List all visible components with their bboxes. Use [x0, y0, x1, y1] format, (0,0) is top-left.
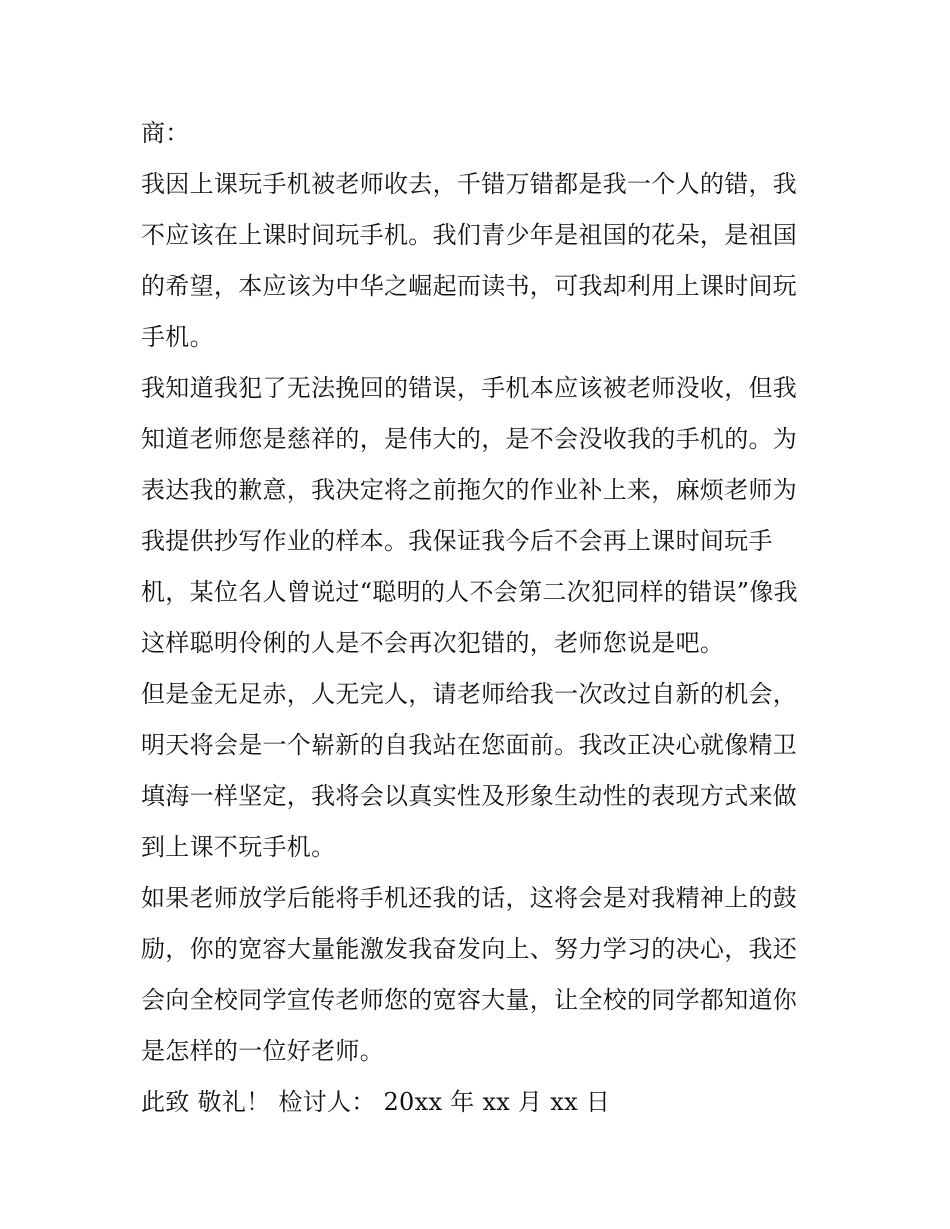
text-line: 手机。 [141, 323, 214, 351]
text-line: 但是金无足赤，人无完人，请老师给我一次改过自新的机会， [141, 680, 798, 708]
text-line: 到上课不玩手机。 [141, 833, 336, 861]
text-line: 会向全校同学宣传老师您的宽容大量，让全校的同学都知道你 [141, 986, 798, 1014]
text-line: 表达我的歉意，我决定将之前拖欠的作业补上来，麻烦老师为 [141, 476, 798, 504]
text-line: 励，你的宽容大量能激发我奋发向上、努力学习的决心，我还 [141, 935, 798, 963]
signature-line: 此致 敬礼！ 检讨人： 20xx 年 xx 月 xx 日 [141, 1088, 611, 1116]
text-line: 是怎样的一位好老师。 [141, 1037, 384, 1065]
document-page [141, 108, 817, 1128]
text-line: 我提供抄写作业的样本。我保证我今后不会再上课时间玩手 [141, 527, 773, 555]
text-line: 商： [141, 119, 190, 147]
text-line: 这样聪明伶俐的人是不会再次犯错的，老师您说是吧。 [141, 629, 725, 657]
text-line: 不应该在上课时间玩手机。我们青少年是祖国的花朵，是祖国 [141, 221, 798, 249]
text-line: 如果老师放学后能将手机还我的话，这将会是对我精神上的鼓 [141, 884, 798, 912]
text-line: 知道老师您是慈祥的，是伟大的，是不会没收我的手机的。为 [141, 425, 798, 453]
text-line: 机，某位名人曾说过“聪明的人不会第二次犯同样的错误”像我 [141, 578, 798, 606]
text-line: 我因上课玩手机被老师收去，千错万错都是我一个人的错，我 [141, 170, 798, 198]
text-line: 明天将会是一个崭新的自我站在您面前。我改正决心就像精卫 [141, 731, 798, 759]
text-line: 的希望，本应该为中华之崛起而读书，可我却利用上课时间玩 [141, 272, 798, 300]
text-line: 我知道我犯了无法挽回的错误，手机本应该被老师没收，但我 [141, 374, 798, 402]
text-line: 填海一样坚定，我将会以真实性及形象生动性的表现方式来做 [141, 782, 798, 810]
